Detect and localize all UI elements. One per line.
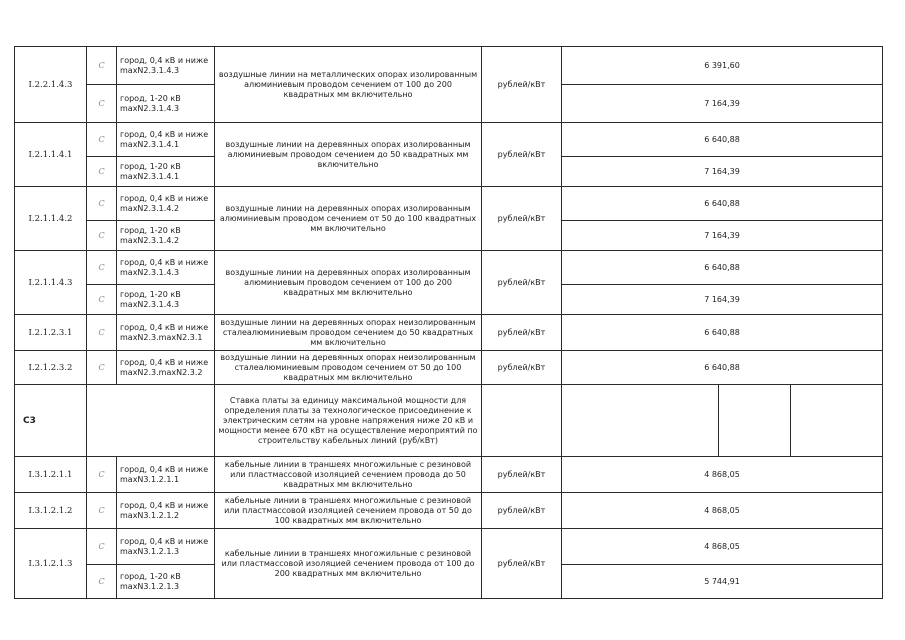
section-blank-cell (562, 385, 719, 457)
max-reference: maxN2.3.1.4.2 (120, 203, 180, 213)
item-description: воздушные линии на деревянных опорах изолированным алюминиевым проводом сечением до 50 квадратных мм включительно (215, 123, 482, 187)
max-reference: maxN2.3.1.4.1 (120, 139, 180, 149)
voltage-level-label: город, 0,4 кВ и ниже (120, 358, 209, 367)
marker-cell: C (87, 157, 117, 187)
item-description: воздушные линии на металлических опорах изолированным алюминиевым проводом сечением от 100 до 200 квадратных мм включительно (215, 47, 482, 123)
voltage-level-cell (117, 85, 215, 123)
unit-cell: рублей/кВт (482, 251, 562, 315)
rate-value: 6 640,88 (562, 187, 883, 221)
item-code: I.2.1.1.4.1 (15, 123, 87, 187)
item-code: I.2.2.1.4.3 (15, 47, 87, 123)
marker-cell: C (87, 493, 117, 529)
section-code: C3 (15, 385, 87, 457)
marker-cell: C (87, 47, 117, 85)
voltage-level-label: город, 0,4 кВ и ниже (120, 323, 209, 332)
section-row (15, 385, 883, 457)
voltage-level-cell (117, 47, 215, 85)
max-reference: maxN3.1.2.1.3 (120, 581, 180, 591)
max-reference: maxN2.3.maxN2.3.1 (120, 332, 203, 342)
marker-cell: C (87, 221, 117, 251)
item-description: кабельные линии в траншеях многожильные с резиновой или пластмассовой изоляцией сечением провода до 50 квадратных мм включительно (215, 457, 482, 493)
marker-cell: C (87, 187, 117, 221)
voltage-level-cell (117, 351, 215, 385)
table-row (15, 251, 883, 285)
marker-cell: C (87, 351, 117, 385)
max-reference: maxN2.3.1.4.3 (120, 65, 180, 75)
max-reference: maxN2.3.1.4.3 (120, 299, 180, 309)
rate-value: 6 640,88 (562, 351, 883, 385)
table-row (15, 457, 883, 493)
rate-value: 7 164,39 (562, 221, 883, 251)
item-description: воздушные линии на деревянных опорах неизолированным сталеалюминиевым проводом сечением от 50 до 100 квадратных мм включительно (215, 351, 482, 385)
unit-cell: рублей/кВт (482, 529, 562, 599)
unit-cell: рублей/кВт (482, 315, 562, 351)
voltage-level-label: город, 0,4 кВ и ниже (120, 537, 209, 546)
rate-value: 7 164,39 (562, 157, 883, 187)
voltage-level-cell (117, 187, 215, 221)
rate-value: 6 640,88 (562, 315, 883, 351)
rate-value: 7 164,39 (562, 85, 883, 123)
item-description: воздушные линии на деревянных опорах изолированным алюминиевым проводом сечением от 100 до 200 квадратных мм включительно (215, 251, 482, 315)
table-row (15, 351, 883, 385)
marker-cell: C (87, 251, 117, 285)
voltage-level-cell (117, 285, 215, 315)
voltage-level-label: город, 1-20 кВ (120, 94, 181, 103)
max-reference: maxN2.3.1.4.3 (120, 103, 180, 113)
section-unit-cell (482, 385, 562, 457)
item-description: воздушные линии на деревянных опорах неизолированным сталеалюминиевым проводом сечением до 50 квадратных мм включительно (215, 315, 482, 351)
item-description: кабельные линии в траншеях многожильные с резиновой или пластмассовой изоляцией сечением провода от 50 до 100 квадратных мм включительно (215, 493, 482, 529)
voltage-level-cell (117, 123, 215, 157)
voltage-level-label: город, 0,4 кВ и ниже (120, 130, 209, 139)
voltage-level-label: город, 1-20 кВ (120, 572, 181, 581)
unit-cell: рублей/кВт (482, 123, 562, 187)
rate-value: 4 868,05 (562, 493, 883, 529)
voltage-level-cell (117, 457, 215, 493)
item-code: I.2.1.1.4.2 (15, 187, 87, 251)
marker-cell: C (87, 457, 117, 493)
voltage-level-cell (117, 157, 215, 187)
rate-value: 4 868,05 (562, 457, 883, 493)
max-reference: maxN3.1.2.1.1 (120, 474, 180, 484)
rate-value: 6 640,88 (562, 251, 883, 285)
item-code: I.2.1.2.3.2 (15, 351, 87, 385)
voltage-level-cell (117, 221, 215, 251)
item-code: I.3.1.2.1.2 (15, 493, 87, 529)
marker-cell: C (87, 85, 117, 123)
item-description: воздушные линии на деревянных опорах изолированным алюминиевым проводом сечением от 50 до 100 квадратных мм включительно (215, 187, 482, 251)
voltage-level-cell (117, 529, 215, 565)
section-description: Ставка платы за единицу максимальной мощности для определения платы за технологическое присоединение к электрическим сетям на уровне напряжения ниже 20 кВ и мощности менее 670 кВт на осуществление мероприятий по строительству кабельных линий (руб/кВт) (215, 385, 482, 457)
item-code: I.3.1.2.1.1 (15, 457, 87, 493)
voltage-level-label: город, 0,4 кВ и ниже (120, 56, 209, 65)
section-blank-cell (719, 385, 791, 457)
marker-cell: C (87, 565, 117, 599)
unit-cell: рублей/кВт (482, 493, 562, 529)
max-reference: maxN2.3.1.4.1 (120, 171, 180, 181)
voltage-level-label: город, 1-20 кВ (120, 226, 181, 235)
section-blank-cell (791, 385, 883, 457)
max-reference: maxN3.1.2.1.2 (120, 510, 180, 520)
max-reference: maxN2.3.1.4.3 (120, 267, 180, 277)
voltage-level-label: город, 1-20 кВ (120, 162, 181, 171)
unit-cell: рублей/кВт (482, 47, 562, 123)
table-row (15, 47, 883, 85)
voltage-level-label: город, 1-20 кВ (120, 290, 181, 299)
marker-cell: C (87, 315, 117, 351)
unit-cell: рублей/кВт (482, 187, 562, 251)
voltage-level-label: город, 0,4 кВ и ниже (120, 501, 209, 510)
marker-cell: C (87, 285, 117, 315)
max-reference: maxN2.3.maxN2.3.2 (120, 367, 203, 377)
rate-value: 4 868,05 (562, 529, 883, 565)
rate-value: 6 391,60 (562, 47, 883, 85)
marker-cell: C (87, 529, 117, 565)
unit-cell: рублей/кВт (482, 351, 562, 385)
item-code: I.2.1.2.3.1 (15, 315, 87, 351)
max-reference: maxN2.3.1.4.2 (120, 235, 180, 245)
item-code: I.2.1.1.4.3 (15, 251, 87, 315)
item-description: кабельные линии в траншеях многожильные с резиновой или пластмассовой изоляцией сечением провода от 100 до 200 квадратных мм включительно (215, 529, 482, 599)
voltage-level-cell (117, 565, 215, 599)
table-row (15, 123, 883, 157)
voltage-level-label: город, 0,4 кВ и ниже (120, 258, 209, 267)
voltage-level-label: город, 0,4 кВ и ниже (120, 465, 209, 474)
item-code: I.3.1.2.1.3 (15, 529, 87, 599)
tariff-table (14, 46, 883, 599)
max-reference: maxN3.1.2.1.3 (120, 546, 180, 556)
unit-cell: рублей/кВт (482, 457, 562, 493)
voltage-level-cell (117, 315, 215, 351)
marker-cell: C (87, 123, 117, 157)
rate-value: 6 640,88 (562, 123, 883, 157)
table-row (15, 315, 883, 351)
voltage-level-cell (117, 493, 215, 529)
voltage-level-label: город, 0,4 кВ и ниже (120, 194, 209, 203)
table-row (15, 529, 883, 565)
table-row (15, 187, 883, 221)
rate-value: 5 744,91 (562, 565, 883, 599)
table-row (15, 493, 883, 529)
voltage-level-cell (117, 251, 215, 285)
rate-value: 7 164,39 (562, 285, 883, 315)
section-empty-cell (87, 385, 215, 457)
